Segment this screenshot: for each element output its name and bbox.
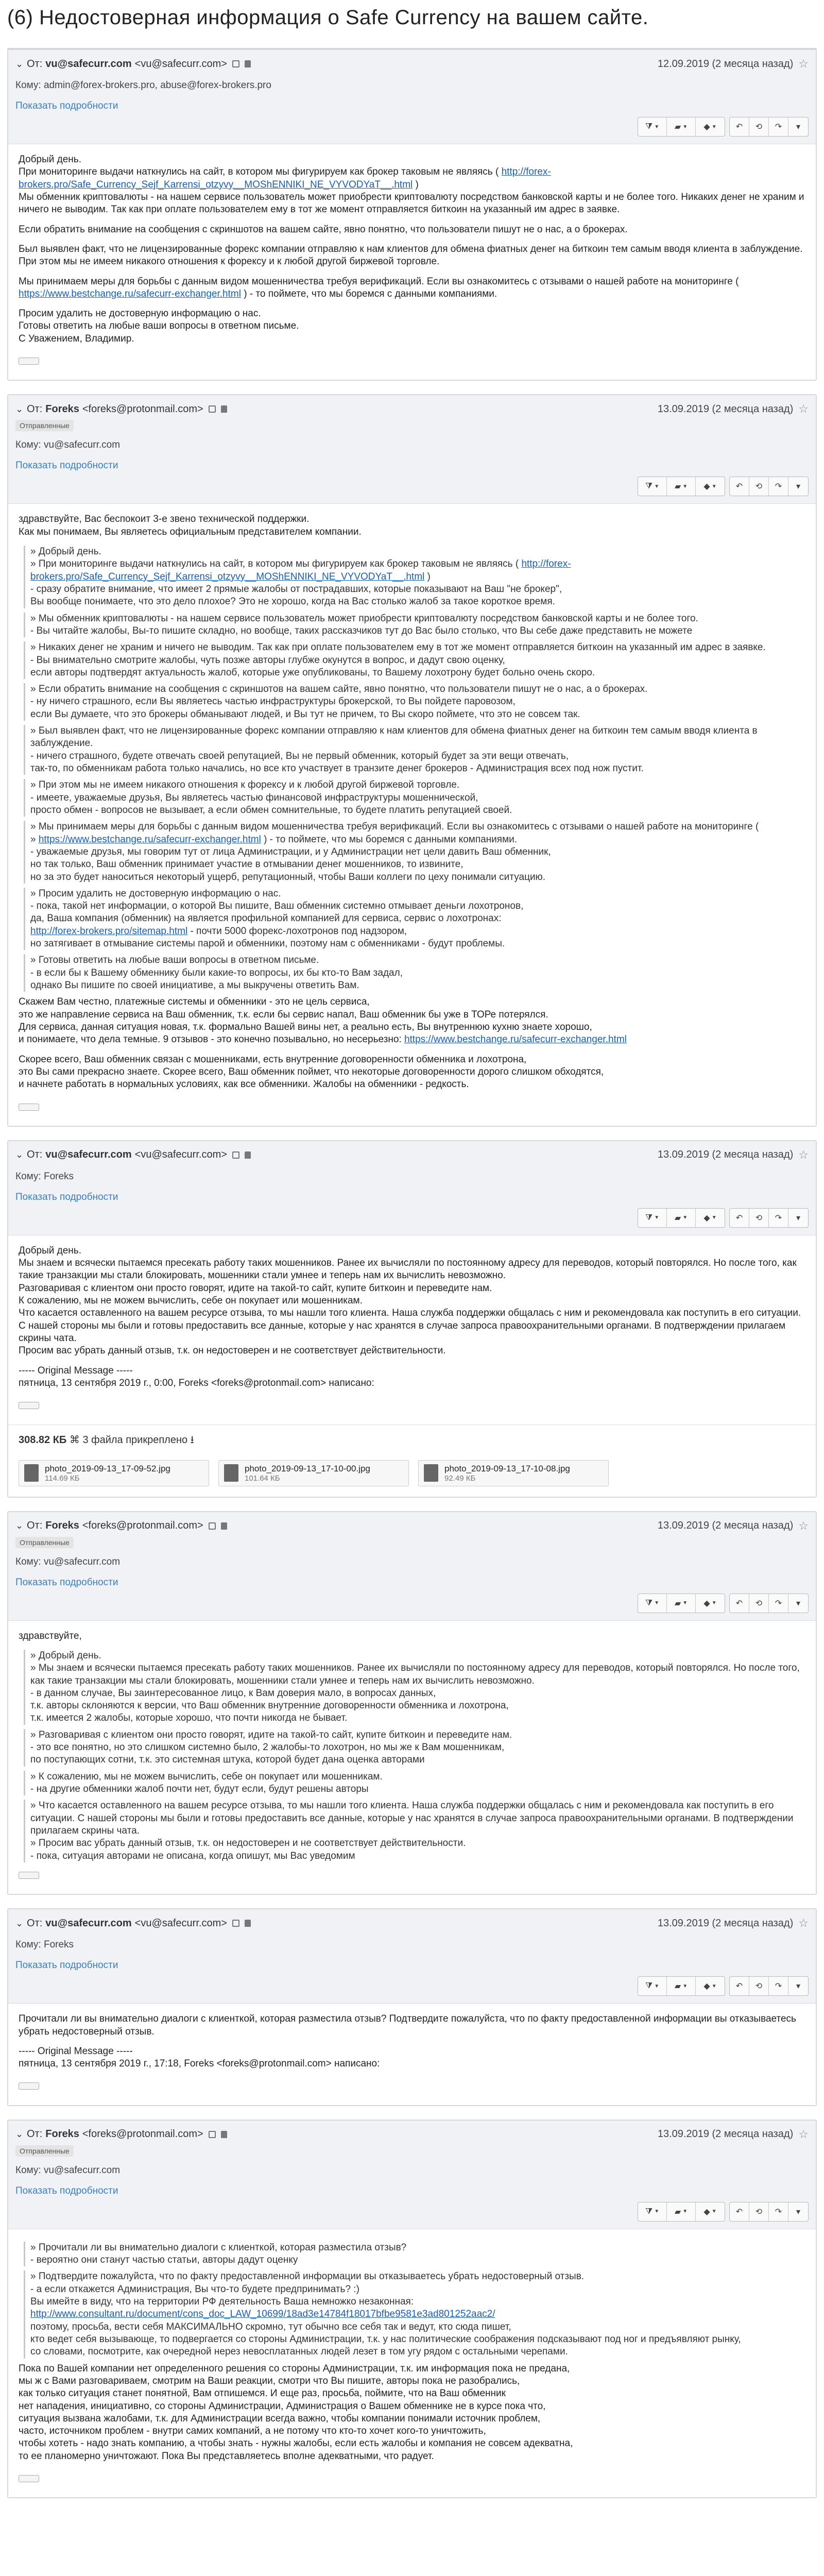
message-card: [7, 394, 817, 1126]
sender-row: [15, 1517, 809, 1535]
body-link[interactable]: http://www.consultant.ru/document/cons_doc_LAW_10699/18ad3e14784f18017bfbe9581e3ad801252aac2/: [30, 2309, 495, 2320]
recipients: Кому: Foreks: [15, 1171, 74, 1182]
star-icon[interactable]: ☆: [798, 1917, 809, 1930]
caret-down-icon: ▼: [682, 1215, 688, 1221]
message-thread: [7, 48, 817, 2498]
sender-name[interactable]: vu@safecurr.com: [45, 1917, 132, 1929]
body-paragraph: » Добрый день. » При мониторинге выдачи наткнулись на сайт, в котором мы фигурируем как брокер таковым не являясь ( http://forex-brokers.pro/Safe_Currency_Sejf_Karrensi_otzyvy__MOShENNIKI_NE_VYVODYaT__.html ) - сразу обратите внимание, что имеет 2 прямые жалобы от пострадавших, которые показывают на Ваш "не брокер", Вы вообще понимаете, что это дело плохое? Это не хорошо, когда на Вас столько жалоб за такое короткое время.: [24, 546, 805, 608]
attachment-name: photo_2019-09-13_17-10-08.jpg: [444, 1463, 570, 1473]
sent-folder-badge: Отправленные: [15, 2145, 74, 2157]
body-paragraph: Скажем Вам честно, платежные системы и обменники - это не цель сервиса, это же направление сервиса на Ваш обменник, т.к. если бы сервис напал, Ваш обменник бы уже в ТОРе потерялся. Для сервиса, данная ситуация новая, т.к. формально Вашей вины нет, а реально есть, Вы внутреннюю кухню знаете хорошо, и понимаете, что дела темные. 9 отзывов - это конечно позывально, но несерьезно: https://www.bestchange.ru/safecurr-exchanger.html: [19, 996, 627, 1045]
attachment-item[interactable]: [19, 1460, 209, 1486]
reply-button[interactable]: [730, 1594, 749, 1613]
body-link[interactable]: http://forex-brokers.pro/Safe_Currency_Sejf_Karrensi_otzyvy__MOShENNIKI_NE_VYVODYaT__.html: [19, 166, 551, 190]
more-actions-button[interactable]: [788, 2202, 808, 2221]
message-body: [8, 1235, 816, 1425]
forward-icon: ↷: [775, 2207, 782, 2216]
message-card: [7, 2120, 817, 2499]
reply-all-button[interactable]: [749, 2202, 769, 2221]
filter-button[interactable]: [638, 1209, 667, 1227]
message-toolbar: [15, 1208, 809, 1228]
forward-button[interactable]: [769, 117, 788, 136]
caret-down-icon: ▼: [711, 1983, 717, 1989]
file-image-icon: [424, 1464, 438, 1482]
caret-down-icon: ▼: [711, 483, 717, 489]
body-paragraph: Прочитали ли вы внимательно диалоги с клиенткой, которая разместила отзыв? Подтвердите пожалуйста, что по факту предоставленной информации вы отказываетесь убрать недостоверный отзыв.: [19, 2013, 799, 2037]
reply-icon: ↶: [735, 1982, 743, 1991]
contact-card-icon[interactable]: [209, 405, 216, 413]
star-icon[interactable]: ☆: [798, 2127, 809, 2141]
caret-down-icon: ▾: [796, 482, 801, 492]
message-body: [8, 2229, 816, 2498]
file-image-icon: [24, 1464, 39, 1482]
caret-down-icon: ▾: [796, 123, 801, 131]
filter-button[interactable]: [638, 117, 667, 136]
attachments-total-size: 308.82 КБ: [19, 1434, 67, 1446]
lock-icon: [221, 1522, 227, 1530]
filter-icon: ⧩: [645, 1598, 653, 1607]
lock-icon: [221, 2131, 227, 2138]
sender-address: <vu@safecurr.com>: [134, 1917, 227, 1929]
message-card: [7, 1140, 817, 1498]
body-paragraph: здравствуйте,: [19, 1630, 82, 1641]
reply-group: [729, 477, 809, 496]
contact-card-icon[interactable]: [232, 1920, 239, 1927]
sender-row: [15, 2126, 809, 2143]
paperclip-icon: ⌘: [69, 1434, 83, 1446]
folder-move-icon: ▰: [674, 1213, 681, 1223]
sender-row: [15, 1146, 809, 1164]
from-label: От:: [27, 403, 43, 415]
reply-all-icon: ⟲: [755, 482, 763, 492]
message-date: 13.09.2019 (2 месяца назад): [657, 1149, 794, 1161]
reply-all-icon: ⟲: [755, 1213, 763, 1223]
sender-row: [15, 400, 809, 418]
from-label: От:: [27, 2128, 43, 2140]
folder-move-icon: ▰: [674, 2207, 681, 2216]
body-link[interactable]: http://forex-brokers.pro/sitemap.html: [30, 925, 188, 937]
caret-down-icon: ▼: [711, 1215, 717, 1221]
reply-all-button[interactable]: [749, 1594, 769, 1613]
reply-group: [729, 1594, 809, 1613]
reply-all-icon: ⟲: [755, 1982, 763, 1991]
lock-icon: [221, 405, 227, 413]
attachment-size: 101.64 КБ: [245, 1473, 280, 1483]
caret-down-icon: ▼: [654, 483, 660, 489]
more-actions-button[interactable]: [788, 1594, 808, 1613]
body-paragraph: » Подтвердите пожалуйста, что по факту предоставленной информации вы отказываетесь убрать недостоверный отзыв. - а если откажется Администрация, Вы что-то будете предпринимать? :) Вы имейте в виду, что на территории РФ деятельность Ваша немножко незаконная: http://www.consultant.ru/document/cons_doc_LAW_10699/18ad3e14784f18017bfbe9581e3ad801252aac2/ поэтому, просьба, вести себя МАКСИМАЛЬНО скромно, тут обычно все себя так и ведут, кто сюда пишет, кто ведет себя вызывающе, то подвергается со стороны Администрации, т.к. у нас политические соображения подсказывают под ног и предъявляют рынку, со словами, посмотрите, как очередной нерез невосплатанных людей лезет в том угу рядом с остальными черепами.: [24, 2270, 805, 2358]
body-paragraph: ----- Original Message ----- пятница, 13 сентября 2019 г., 17:18, Foreks <foreks@protonmail.com> написано:: [19, 2045, 380, 2070]
reply-all-button[interactable]: [749, 477, 769, 496]
caret-down-icon: ▾: [796, 2207, 801, 2216]
body-paragraph: » При этом мы не имеем никакого отношения к форексу и к любой другой биржевой торговле. - имеете, уважаемые друзья, Вы являетесь частью финансовой инфраструктуры мошеннической, просто обмен - вопросов не вызывает, а если обмен сомнительные, то будете платить репутацией своей.: [24, 779, 805, 817]
folder-move-button[interactable]: [667, 117, 696, 136]
reply-icon: ↶: [735, 1599, 743, 1608]
reply-icon: ↶: [735, 1213, 743, 1223]
filter-group: [638, 477, 725, 496]
lock-icon: [245, 1151, 251, 1159]
body-link[interactable]: https://www.bestchange.ru/safecurr-exchanger.html: [38, 834, 261, 845]
forward-icon: ↷: [775, 482, 782, 492]
sender-address: <vu@safecurr.com>: [134, 58, 227, 70]
page-title: (6) Недостоверная информация о Safe Currency на вашем сайте.: [7, 6, 649, 29]
forward-button[interactable]: [769, 477, 788, 496]
show-details-link[interactable]: Показать подробности: [15, 100, 118, 111]
lock-icon: [245, 1920, 251, 1927]
reply-button[interactable]: [730, 2202, 749, 2221]
body-paragraph: Пока по Вашей компании нет определенного решения со стороны Администрации, т.к. им информация пока не предана, мы ж с Вами разговариваем, смотрим на Ваши реакции, смотри что Вы пишите, авторы пока не разобрались, как только ситуация станет понятной, Вам отпишемся. И еще раз, просьба, поймите, что на Ваш обменник нет нападения, инициативно, со стороны Администрации, Администрация о Вашем обменнике не в курсе пока что, ситуация вызвана жалобами, т.к. для Администрации всегда важно, чтобы компании понимали источник проблем, часто, источником проблем - внутри самих компаний, а не потому что кто-то хочет кого-то уничтожить, чтобы хотеть - надо знать компанию, а чтобы знать - нужны жалобы, если есть жалобы и компания не совсем адекватна, то ее планомерно уничтожают. Пока Вы представляетесь вполне адекватными, что радует.: [19, 2363, 573, 2462]
attachment-size: 114.69 КБ: [45, 1473, 80, 1483]
from-label: От:: [27, 1149, 43, 1161]
filter-icon: ⧩: [645, 1213, 653, 1222]
forward-button[interactable]: [769, 1594, 788, 1613]
reply-icon: ↶: [735, 482, 743, 492]
reply-all-button[interactable]: [749, 117, 769, 136]
sender-address: <foreks@protonmail.com>: [82, 403, 203, 415]
message-date: 13.09.2019 (2 месяца назад): [657, 1520, 794, 1532]
filter-group: [638, 1976, 725, 1996]
body-paragraph: Просим удалить не достоверную информацию о нас. Готовы ответить на любые ваши вопросы в ответном письме. С Уважением, Владимир.: [19, 308, 299, 344]
body-paragraph: » Готовы ответить на любые ваши вопросы в ответном письме. - в если бы к Вашему обменнику были какие-то вопросы, их бы кто-то Вам задал, однако Вы пишите по своей инициативе, а мы выкручены ответить Вам.: [24, 954, 805, 992]
folder-move-icon: ▰: [674, 123, 681, 131]
message-header: [8, 50, 816, 144]
star-icon[interactable]: ☆: [798, 402, 809, 416]
caret-down-icon: ▼: [682, 124, 688, 130]
sender-name[interactable]: Foreks: [45, 403, 79, 415]
message-date: 13.09.2019 (2 месяца назад): [657, 403, 794, 415]
reply-all-icon: ⟲: [755, 2207, 763, 2216]
from-label: От:: [27, 58, 43, 70]
filter-group: [638, 1594, 725, 1613]
reply-group: [729, 117, 809, 137]
tag-icon: ◆: [703, 1599, 710, 1608]
message-body: [8, 504, 816, 1125]
show-quoted-text-button[interactable]: [19, 1104, 39, 1111]
attachment-info: [444, 1464, 570, 1483]
caret-down-icon: ▼: [711, 2209, 717, 2215]
more-actions-button[interactable]: [788, 1977, 808, 1995]
message-header: [8, 395, 816, 504]
recipients: Кому: vu@safecurr.com: [15, 1556, 121, 1567]
show-quoted-text-button[interactable]: [19, 2475, 39, 2482]
sent-folder-badge: Отправленные: [15, 420, 74, 431]
caret-down-icon: ▼: [682, 483, 688, 489]
reply-group: [729, 1976, 809, 1996]
folder-move-button[interactable]: [667, 1594, 696, 1613]
reply-group: [729, 1208, 809, 1228]
message-toolbar: [15, 477, 809, 496]
filter-button[interactable]: [638, 2202, 667, 2221]
recipients: Кому: Foreks: [15, 1939, 74, 1951]
message-card: [7, 49, 817, 381]
attachment-info: [245, 1464, 370, 1483]
filter-button[interactable]: [638, 1594, 667, 1613]
body-paragraph: » Был выявлен факт, что не лицензированные форекс компании отправляю к нам клиентов для обмена фиатных денег на биткоин тем самым вводя клиента в заблуждение. - ничего страшного, будете отвечать своей репутацией, Вы не первый обменник, который будет за эти вещи отвечать, так-то, по обменникам работа только начались, но все кто участвует в транзите денег брокеров - Администрация всех под нож пустит.: [24, 725, 805, 775]
filter-group: [638, 117, 725, 137]
sender-name[interactable]: vu@safecurr.com: [45, 1149, 132, 1161]
caret-down-icon: ▼: [682, 1600, 688, 1606]
show-details-link[interactable]: Показать подробности: [15, 2185, 118, 2196]
reply-icon: ↶: [735, 123, 743, 131]
message-body: [8, 144, 816, 380]
filter-button[interactable]: [638, 1977, 667, 1995]
tag-icon: ◆: [703, 1982, 710, 1991]
show-quoted-text-button[interactable]: [19, 1872, 39, 1879]
message-header: [8, 1141, 816, 1235]
folder-move-button[interactable]: [667, 477, 696, 496]
folder-move-icon: ▰: [674, 482, 681, 492]
sender-address: <foreks@protonmail.com>: [82, 2128, 203, 2140]
contact-card-icon[interactable]: [232, 1151, 239, 1159]
reply-button[interactable]: [730, 1977, 749, 1995]
attachment-item[interactable]: [418, 1460, 609, 1486]
body-link[interactable]: https://www.bestchange.ru/safecurr-exchanger.html: [19, 288, 241, 299]
body-link[interactable]: https://www.bestchange.ru/safecurr-exchanger.html: [404, 1034, 627, 1045]
filter-button[interactable]: [638, 477, 667, 496]
body-paragraph: » Мы принимаем меры для борьбы с данным видом мошенничества требуя верификаций. Если вы ознакомитесь с отзывами о нашей работе на мониторинге ( » https://www.bestchange.ru/safecurr-exchanger.html ) - то поймете, что мы боремся с данными компаниями. - уважаемые друзья, мы говорим тут от лица Администрации, и у Администрации нет цели давить Ваш обменник, но так только, Ваш обменник принимает участие в отмывании денег мошенников, то извините, но за это будет наноситься некоторый ущерб, репутационный, чтобы Ваши коллеги по цеху понимали ситуацию.: [24, 821, 805, 884]
attachment-name: photo_2019-09-13_17-10-00.jpg: [245, 1463, 370, 1473]
download-all-icon[interactable]: ⭳: [187, 1434, 194, 1446]
attachments-list: [8, 1455, 816, 1497]
more-actions-button[interactable]: [788, 117, 808, 136]
message-date: 13.09.2019 (2 месяца назад): [657, 1917, 794, 1929]
caret-down-icon: ▼: [654, 1600, 660, 1606]
file-image-icon: [224, 1464, 238, 1482]
show-quoted-text-button[interactable]: [19, 358, 39, 365]
body-paragraph: ----- Original Message ----- пятница, 13 сентября 2019 г., 0:00, Foreks <foreks@protonmail.com> написано:: [19, 1365, 374, 1388]
lock-icon: [245, 60, 251, 67]
forward-icon: ↷: [775, 1599, 782, 1608]
tag-button[interactable]: [696, 2202, 725, 2221]
attachment-info: [45, 1464, 170, 1483]
star-icon[interactable]: ☆: [798, 1148, 809, 1161]
tag-button[interactable]: [696, 117, 725, 136]
body-paragraph: » Разговаривая с клиентом они просто говорят, идите на такой-то сайт, купите биткоин и переведите нам. - это все понятно, но это слишком системно было, 2 жалобы-то лохотрон, но мы же к Вам мошенникам, по поступающих сотни, т.к. это системная штука, которой будет дана оценка авторами: [24, 1729, 805, 1767]
filter-icon: ⧩: [645, 482, 653, 491]
message-toolbar: [15, 117, 809, 137]
caret-down-icon: ▾: [796, 1213, 801, 1223]
sent-folder-badge: Отправленные: [15, 1537, 74, 1548]
sender-row: [15, 55, 809, 73]
tag-button[interactable]: [696, 1977, 725, 1995]
body-paragraph: » Просим удалить не достоверную информацию о нас. - пока, такой нет информации, о которой Вы пишите, Ваш обменник системно отмывает деньги лохотронов, да, Ваша компания (обменник) на является профильной компанией для сервиса, сервис о лохотронах: http://forex-brokers.pro/sitemap.html - почти 5000 форекс-лохотронов под надзором, но затягивает в отмывание системы парой и обменники, поэтому нам с обменниками - будут проблемы.: [24, 888, 805, 951]
forward-icon: ↷: [775, 1982, 782, 1991]
contact-card-icon[interactable]: [209, 1522, 216, 1530]
message-header: [8, 1909, 816, 2004]
sender-name[interactable]: Foreks: [45, 2128, 79, 2140]
body-paragraph: » Добрый день. » Мы знаем и всячески пытаемся пресекать работу таких мошенников. Ранее их вычисляли по постоянному адресу для переводов, который повторялся. Но после того, как такие транзакции мы стали блокировать, мошенники стали умнее и теперь нам их вычислить невозможно. - в данном случае, Вы заинтересованное лицо, к Вам доверия мало, в вопросах данных, т.к. авторы склоняются к версии, что Ваш обменник внутренние договоренности обменника и лохотрона, т.к. имеется 2 жалобы, которые хорошо, что почти никогда не бывает.: [24, 1650, 805, 1725]
tag-button[interactable]: [696, 1594, 725, 1613]
sender-address: <foreks@protonmail.com>: [82, 1520, 203, 1532]
folder-move-button[interactable]: [667, 2202, 696, 2221]
message-body: [8, 1621, 816, 1894]
message-toolbar: [15, 1594, 809, 1613]
message-header: [8, 2121, 816, 2229]
body-paragraph: » Что касается оставленного на вашем ресурсе отзыва, то мы нашли того клиента. Наша служба поддержки общалась с ним и рекомендовала как поступить в его ситуации. С нашей стороны мы были и готовы предоставить все данные, которые у нас хранятся в случае запроса правоохранительными органами. В подтверждении прилагаем скрины чата. » Просим вас убрать данный отзыв, т.к. он недостоверен и не соответствует действительности. - пока, ситуация авторами не описана, когда опишут, мы Вас уведомим: [24, 1800, 805, 1862]
contact-card-icon[interactable]: [209, 2131, 216, 2138]
recipients: Кому: vu@safecurr.com: [15, 439, 121, 451]
folder-move-button[interactable]: [667, 1977, 696, 1995]
collapse-chevron-icon[interactable]: ⌄: [15, 1520, 24, 1531]
show-details-link[interactable]: Показать подробности: [15, 460, 118, 471]
caret-down-icon: ▼: [682, 2209, 688, 2215]
attachment-name: photo_2019-09-13_17-09-52.jpg: [45, 1463, 170, 1473]
body-paragraph: » Мы обменник криптовалюты - на нашем сервисе пользователь может приобрести криптовалюту посредством банковской карты и не более того. - Вы читайте жалобы, Вы-то пишите складно, но вообще, таких рассказчиков тут до Вас было столько, что Вы себе даже представить не можете: [24, 613, 805, 638]
caret-down-icon: ▾: [796, 1599, 801, 1608]
reply-icon: ↶: [735, 2207, 743, 2216]
body-paragraph: Если обратить внимание на сообщения с скриншотов на вашем сайте, явно понятно, что пользователи пишут не о нас, а о брокерах.: [19, 224, 628, 235]
caret-down-icon: ▼: [654, 124, 660, 130]
collapse-chevron-icon[interactable]: ⌄: [15, 2129, 24, 2140]
filter-group: [638, 1208, 725, 1228]
folder-move-icon: ▰: [674, 1982, 681, 1991]
body-paragraph: » Если обратить внимание на сообщения с скриншотов на вашем сайте, явно понятно, что пользователи пишут не о нас, а о брокерах. - ну ничего страшного, если Вы являетесь частью инфраструктуры брокерской, то Вы пойдете паровозом, если Вы думаете, что это брокеры обманывают людей, и Вы тут не причем, то Вы скоро поймете, что это не совсем так.: [24, 683, 805, 721]
show-quoted-text-button[interactable]: [19, 1402, 39, 1409]
filter-group: [638, 2202, 725, 2222]
body-paragraph: Добрый день. Мы знаем и всячески пытаемся пресекать работу таких мошенников. Ранее их вычисляли по постоянному адресу для переводов, который повторялся. Но после того, как такие транзакции мы стали блокировать, мошенники стали умнее и теперь нам их вычислить невозможно. Разговаривая с клиентом они просто говорят, идите на такой-то сайт, купите биткоин и переведите нам. К сожалению, мы не можем вычислить, себе он покупает или мошенникам. Что касается оставленного на вашем ресурсе отзыва, то мы нашли того клиента. Наша служба поддержки общалась с ним и рекомендовала как поступить в его ситуации. С нашей стороны мы были и готовы предоставить все данные, которые у нас хранятся в случае запроса правоохранительными органами. В подтверждении прилагаем скрины чата. Просим вас убрать данный отзыв, т.к. он недостоверен и не соответствует действительности.: [19, 1245, 801, 1357]
caret-down-icon: ▼: [682, 1983, 688, 1989]
contact-card-icon[interactable]: [232, 60, 239, 67]
caret-down-icon: ▼: [654, 2209, 660, 2215]
tag-icon: ◆: [703, 123, 710, 131]
body-paragraph: здравствуйте, Вас беспокоит 3-е звено технической поддержки. Как мы понимаем, Вы являетесь официальным представителем компании.: [19, 514, 362, 537]
tag-icon: ◆: [703, 482, 710, 492]
body-paragraph: Скорее всего, Ваш обменник связан с мошенниками, есть внутренние договоренности обменника и лохотрона, это Вы сами прекрасно знаете. Скорее всего, Ваш обменник поймет, что некоторые договоренности дорого слишком обходятся, и начнете работать в нормальных условиях, как все обменники. Жалобы на обменники - редкость.: [19, 1054, 604, 1090]
show-details-link[interactable]: Показать подробности: [15, 1577, 118, 1588]
show-details-link[interactable]: Показать подробности: [15, 1960, 118, 1971]
sender-name[interactable]: vu@safecurr.com: [45, 58, 132, 70]
forward-button[interactable]: [769, 2202, 788, 2221]
message-card: [7, 1908, 817, 2106]
forward-button[interactable]: [769, 1977, 788, 1995]
body-paragraph: Добрый день. При мониторинге выдачи наткнулись на сайт, в котором мы фигурируем как брокер таковым не являясь ( http://forex-brokers.pro/Safe_Currency_Sejf_Karrensi_otzyvy__MOShENNIKI_NE_VYVODYaT__.html ) Мы обменник криптовалюты - на нашем сервисе пользователь может приобрести криптовалюту посредством банковской карты и не более того. Никаких денег не храним и ничего не выводим. Так как при оплате пользователем ему в тот же момент отправляется биткоин на указанный им адрес в заявке.: [19, 154, 804, 215]
attachment-item[interactable]: [218, 1460, 409, 1486]
more-actions-button[interactable]: [788, 477, 808, 496]
message-date: 12.09.2019 (2 месяца назад): [657, 58, 794, 70]
folder-move-icon: ▰: [674, 1599, 681, 1608]
caret-down-icon: ▼: [711, 1600, 717, 1606]
forward-icon: ↷: [775, 1213, 782, 1223]
show-details-link[interactable]: Показать подробности: [15, 1191, 118, 1202]
tag-icon: ◆: [703, 2207, 710, 2216]
body-paragraph: » К сожалению, мы не можем вычислить, себе он покупает или мошенникам. - на другие обменники жалоб почти нет, будут если, будут решены авторы: [24, 1771, 805, 1796]
reply-button[interactable]: [730, 1209, 749, 1227]
message-toolbar: [15, 1976, 809, 1996]
filter-icon: ⧩: [645, 2207, 653, 2216]
reply-all-icon: ⟲: [755, 1599, 763, 1608]
caret-down-icon: ▼: [711, 124, 717, 130]
message-toolbar: [15, 2202, 809, 2222]
collapse-chevron-icon[interactable]: ⌄: [15, 1149, 24, 1160]
tag-button[interactable]: [696, 1209, 725, 1227]
body-link[interactable]: http://forex-brokers.pro/Safe_Currency_Sejf_Karrensi_otzyvy__MOShENNIKI_NE_VYVODYaT__.html: [30, 558, 571, 582]
sender-row: [15, 1914, 809, 1932]
collapse-chevron-icon[interactable]: ⌄: [15, 58, 24, 69]
message-body: [8, 2004, 816, 2105]
forward-icon: ↷: [775, 123, 782, 131]
attachments-summary: [8, 1425, 816, 1455]
reply-all-button[interactable]: [749, 1209, 769, 1227]
reply-button[interactable]: [730, 477, 749, 496]
filter-icon: ⧩: [645, 1981, 653, 1991]
caret-down-icon: ▼: [654, 1215, 660, 1221]
reply-all-icon: ⟲: [755, 123, 763, 131]
from-label: От:: [27, 1520, 43, 1532]
star-icon[interactable]: ☆: [798, 57, 809, 70]
attachments-count: 3 файла прикреплено: [82, 1434, 188, 1446]
attachment-size: 92.49 КБ: [444, 1473, 476, 1483]
sender-address: <vu@safecurr.com>: [134, 1149, 227, 1161]
folder-move-button[interactable]: [667, 1209, 696, 1227]
caret-down-icon: ▾: [796, 1982, 801, 1991]
tag-button[interactable]: [696, 477, 725, 496]
more-actions-button[interactable]: [788, 1209, 808, 1227]
body-paragraph: » Никаких денег не храним и ничего не выводим. Так как при оплате пользователем ему в тот же момент отправляется биткоин на указанный им адрес в заявке. - Вы внимательно смотрите жалобы, чуть позже авторы глубже окунутся в вопрос, и дадут свою оценку, если авторы подтвердят актуальность жалоб, которые уже опубликованы, то Вашему лохотрону будет больно очень скоро.: [24, 641, 805, 679]
filter-icon: ⧩: [645, 122, 653, 131]
message-header: [8, 1512, 816, 1621]
reply-button[interactable]: [730, 117, 749, 136]
body-paragraph: Был выявлен факт, что не лицензированные форекс компании отправляю к нам клиентов для обмена фиатных денег на биткоин тем самым вводя клиента в заблуждение. При этом мы не имеем никакого отношения к форексу и к любой другой биржевой торговле.: [19, 243, 805, 267]
reply-all-button[interactable]: [749, 1977, 769, 1995]
recipients: Кому: admin@forex-brokers.pro, abuse@forex-brokers.pro: [15, 80, 271, 91]
caret-down-icon: ▼: [654, 1983, 660, 1989]
body-paragraph: » Прочитали ли вы внимательно диалоги с клиенткой, которая разместила отзыв? - вероятно они станут частью статьи, авторы дадут оценку: [24, 2242, 805, 2267]
star-icon[interactable]: ☆: [798, 1519, 809, 1532]
tag-icon: ◆: [703, 1213, 710, 1223]
message-date: 13.09.2019 (2 месяца назад): [657, 2128, 794, 2140]
show-quoted-text-button[interactable]: [19, 2082, 39, 2090]
forward-button[interactable]: [769, 1209, 788, 1227]
from-label: От:: [27, 1917, 43, 1929]
reply-group: [729, 2202, 809, 2222]
sender-name[interactable]: Foreks: [45, 1520, 79, 1532]
collapse-chevron-icon[interactable]: ⌄: [15, 403, 24, 414]
recipients: Кому: vu@safecurr.com: [15, 2164, 121, 2176]
collapse-chevron-icon[interactable]: ⌄: [15, 1918, 24, 1928]
body-paragraph: Мы принимаем меры для борьбы с данным видом мошенничества требуя верификаций. Если вы ознакомитесь с отзывами о нашей работе на мониторинге ( https://www.bestchange.ru/safecurr-exchanger.html ) - то поймете, что мы боремся с данными компаниями.: [19, 276, 742, 299]
message-card: [7, 1511, 817, 1895]
